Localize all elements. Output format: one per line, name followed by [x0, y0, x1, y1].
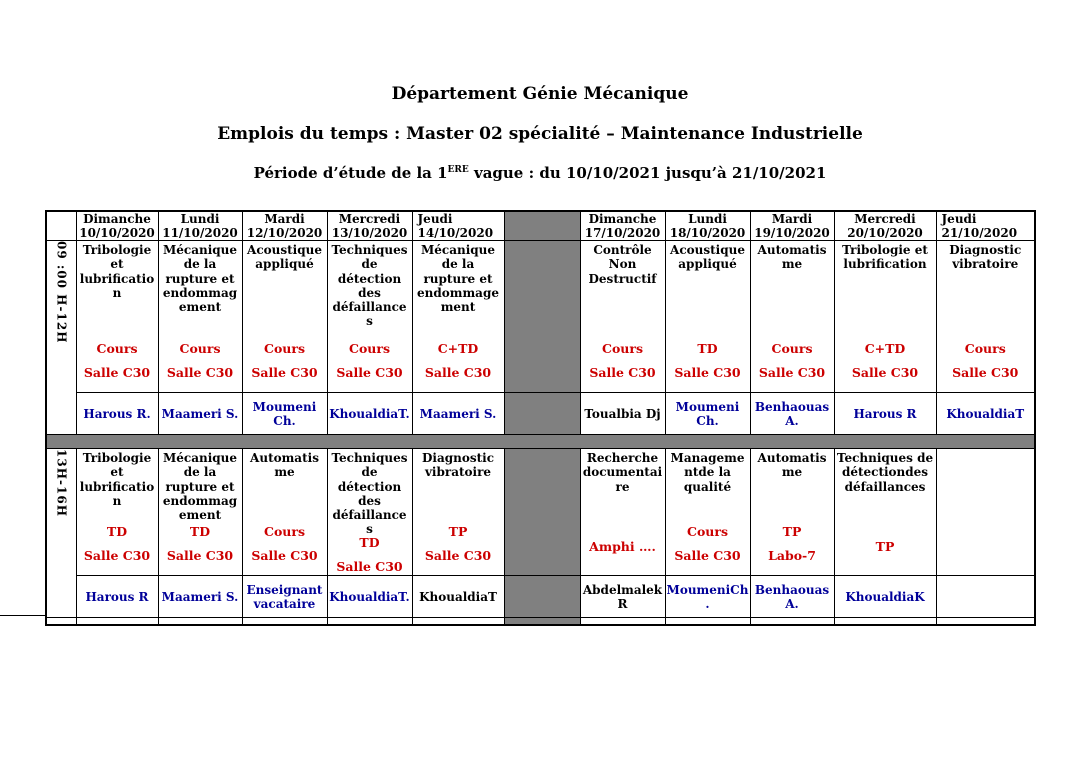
course-cell: [834, 449, 936, 576]
day-date: 10/10/2020: [79, 226, 155, 241]
course-name: Mécanique de la rupture et endommagement: [162, 451, 238, 522]
day-header-w2-mercredi: [834, 211, 936, 241]
cutoff-cell: [327, 618, 412, 625]
course-room: Salle C30: [336, 364, 403, 380]
course-room: Salle C30: [424, 364, 492, 380]
day-header-w1-jeudi: [412, 211, 504, 241]
course-type: TP: [782, 523, 802, 539]
cutoff-cell: [665, 618, 750, 625]
course-name: Tribologie et lubrification: [842, 243, 928, 272]
cutoff-cell: [158, 618, 242, 625]
day-label: Lundi: [180, 212, 220, 226]
course-name: Managementde la qualité: [670, 451, 745, 494]
week-separator-cell: [504, 393, 580, 435]
afternoon-course-row: [46, 449, 1035, 576]
day-label: Dimanche: [83, 212, 151, 226]
period-suffix: vague : du 10/10/2021 jusqu’à 21/10/2021: [468, 164, 827, 182]
cutoff-cell: [936, 618, 1035, 625]
teacher-cell: KhoualdiaT.: [327, 393, 412, 435]
teacher-cell: KhoualdiaT.: [327, 576, 412, 618]
course-type: C+TD: [864, 340, 906, 356]
period-prefix: Période d’étude de la 1: [253, 164, 448, 182]
timetable: [45, 210, 1036, 626]
period-superscript: ERE: [447, 165, 469, 175]
teacher-cell: Benhaouas A.: [750, 576, 834, 618]
cutoff-row: [46, 618, 1035, 625]
course-type: TP: [448, 523, 468, 539]
teacher-cell: Harous R.: [76, 393, 158, 435]
cutoff-cell: [242, 618, 327, 625]
course-room: Salle C30: [952, 364, 1019, 380]
morning-course-row: [46, 241, 1035, 393]
teacher-cell: KhoualdiaK: [834, 576, 936, 618]
course-name: Automatisme: [757, 451, 827, 480]
course-room: Salle C30: [166, 547, 234, 563]
course-type: Cours: [349, 340, 390, 356]
course-cell: [750, 449, 834, 576]
day-date: 14/10/2020: [417, 226, 494, 241]
day-header-w1-dimanche: [76, 211, 158, 241]
day-header-w1-lundi: [158, 211, 242, 241]
day-date: 11/10/2020: [162, 226, 238, 241]
course-room: Salle C30: [674, 547, 741, 563]
course-type: Cours: [179, 340, 221, 356]
course-room: Salle C30: [251, 364, 318, 380]
course-name: Mécanique de la rupture et endommagement: [417, 243, 499, 314]
cutoff-cell: [412, 618, 504, 625]
course-type: TD: [189, 523, 211, 539]
time-label-afternoon: 13H-16H: [54, 449, 69, 518]
teacher-cell: Harous R: [834, 393, 936, 435]
course-name: Techniques de détection des défaillances: [331, 243, 408, 329]
teacher-cell: Moumeni Ch.: [242, 393, 327, 435]
course-name: [937, 449, 1035, 451]
teacher-cell: Toualbia Dj: [580, 393, 665, 435]
corner-cell: [46, 211, 76, 241]
course-cell: [936, 241, 1035, 393]
course-type: TD: [359, 535, 380, 551]
course-type: Cours: [264, 523, 305, 539]
teacher-cell: KhoualdiaT: [412, 576, 504, 618]
teacher-cell: Benhaouas A.: [750, 393, 834, 435]
course-room: Salle C30: [589, 364, 656, 380]
document-header: [0, 84, 1080, 182]
day-label: Dimanche: [588, 212, 657, 226]
course-type: TD: [106, 523, 128, 539]
day-label: Mardi: [771, 212, 813, 226]
course-name: Diagnostic vibratoire: [421, 451, 495, 480]
page-title: Département Génie Mécanique: [391, 84, 689, 104]
day-date: 12/10/2020: [246, 226, 323, 241]
course-name: Automatisme: [250, 451, 319, 480]
time-slot-morning: [46, 241, 76, 435]
day-date: 13/10/2020: [331, 226, 408, 241]
course-cell: [327, 241, 412, 393]
page-subtitle: Emplois du temps : Master 02 spécialité – Maintenance Industrielle: [217, 124, 863, 144]
course-cell: [580, 241, 665, 393]
course-room: Labo-7: [768, 547, 816, 563]
teacher-cell: Maameri S.: [412, 393, 504, 435]
course-name: Diagnostic vibratoire: [949, 243, 1022, 272]
course-room: Salle C30: [83, 547, 151, 563]
course-name: Tribologie et lubrification: [79, 451, 155, 508]
teacher-cell: Moumeni Ch.: [665, 393, 750, 435]
course-cell: [242, 241, 327, 393]
course-type: Cours: [687, 523, 728, 539]
week-separator-cell: [504, 576, 580, 618]
course-cell: [834, 241, 936, 393]
separator-band-row: [46, 435, 1035, 449]
day-date: 20/10/2020: [847, 226, 923, 241]
study-period-line: [0, 164, 1080, 182]
teacher-cell: Abdelmalek R: [580, 576, 665, 618]
day-header-w2-mardi: [750, 211, 834, 241]
course-type: TD: [697, 340, 718, 356]
cutoff-cell: [750, 618, 834, 625]
course-cell: [242, 449, 327, 576]
cutoff-cell: [580, 618, 665, 625]
course-room: Salle C30: [166, 364, 234, 380]
time-slot-afternoon: [46, 449, 76, 618]
course-room: Salle C30: [251, 547, 318, 563]
course-name: Mécanique de la rupture et endommagement: [162, 243, 238, 314]
day-header-w2-lundi: [665, 211, 750, 241]
cutoff-cell: [76, 618, 158, 625]
course-type: Cours: [96, 340, 138, 356]
course-cell: [412, 241, 504, 393]
cutoff-cell: [46, 618, 76, 625]
timetable-table: [45, 210, 1036, 626]
course-type: Cours: [771, 340, 813, 356]
cutoff-cell: [834, 618, 936, 625]
course-name: Tribologie et lubrification: [79, 243, 155, 300]
time-label-morning: 09 :00 H-12H: [54, 241, 69, 344]
course-type: Cours: [602, 340, 643, 356]
course-cell: [665, 449, 750, 576]
course-name: Automatisme: [757, 243, 827, 272]
day-header-w1-mardi: [242, 211, 327, 241]
teacher-cell: MoumeniCh.: [665, 576, 750, 618]
course-name: Acoustique appliqué: [247, 243, 322, 272]
course-room: Salle C30: [851, 364, 919, 380]
teacher-cell: KhoualdiaT: [936, 393, 1035, 435]
teacher-cell: Maameri S.: [158, 576, 242, 618]
day-label: Mardi: [264, 212, 305, 226]
teacher-cell: Harous R: [76, 576, 158, 618]
course-cell: [665, 241, 750, 393]
day-header-row: [46, 211, 1035, 241]
morning-teacher-row: [46, 393, 1035, 435]
course-cell: [412, 449, 504, 576]
day-label: Mercredi: [854, 212, 916, 226]
course-name: Techniques de détectiondes défaillances: [836, 451, 934, 494]
course-cell: [158, 241, 242, 393]
day-header-w2-dimanche: [580, 211, 665, 241]
separator-band: [46, 435, 1035, 449]
week-separator-cell: [504, 241, 580, 393]
afternoon-teacher-row: [46, 576, 1035, 618]
teacher-cell: Enseignant vacataire: [242, 576, 327, 618]
course-cell: [580, 449, 665, 576]
day-label: Jeudi: [417, 212, 453, 226]
course-cell: [76, 449, 158, 576]
week-separator-cell: [504, 618, 580, 625]
course-room: Salle C30: [674, 364, 741, 380]
week-separator-cell: [504, 211, 580, 241]
course-name: Techniques de détection des défaillances: [331, 451, 408, 537]
course-cell: [750, 241, 834, 393]
course-name: Acoustique appliqué: [670, 243, 745, 272]
course-cell: [76, 241, 158, 393]
course-type: Cours: [964, 340, 1006, 356]
course-type: Amphi ….: [589, 538, 656, 554]
day-date: 19/10/2020: [754, 226, 830, 241]
week-separator-cell: [504, 449, 580, 576]
course-type: C+TD: [437, 340, 479, 356]
course-type: Cours: [264, 340, 305, 356]
day-label: Mercredi: [338, 212, 401, 226]
course-room: Salle C30: [758, 364, 826, 380]
teacher-cell: Maameri S.: [158, 393, 242, 435]
course-cell: [327, 449, 412, 576]
course-room: Salle C30: [83, 364, 151, 380]
day-date: 21/10/2020: [941, 226, 1018, 241]
course-name: Contrôle Non Destructif: [588, 243, 657, 286]
course-room: Salle C30: [336, 559, 403, 574]
left-edge-rule: [0, 615, 47, 616]
course-room: Salle C30: [424, 547, 492, 563]
day-label: Jeudi: [941, 212, 977, 226]
course-cell: [936, 449, 1035, 576]
teacher-cell: [936, 576, 1035, 618]
course-type: TP: [875, 538, 895, 554]
course-cell: [158, 449, 242, 576]
day-header-w2-jeudi: [936, 211, 1035, 241]
day-date: 17/10/2020: [584, 226, 661, 241]
day-header-w1-mercredi: [327, 211, 412, 241]
day-label: Lundi: [688, 212, 727, 226]
course-name: Recherche documentaire: [582, 451, 663, 494]
day-date: 18/10/2020: [669, 226, 746, 241]
